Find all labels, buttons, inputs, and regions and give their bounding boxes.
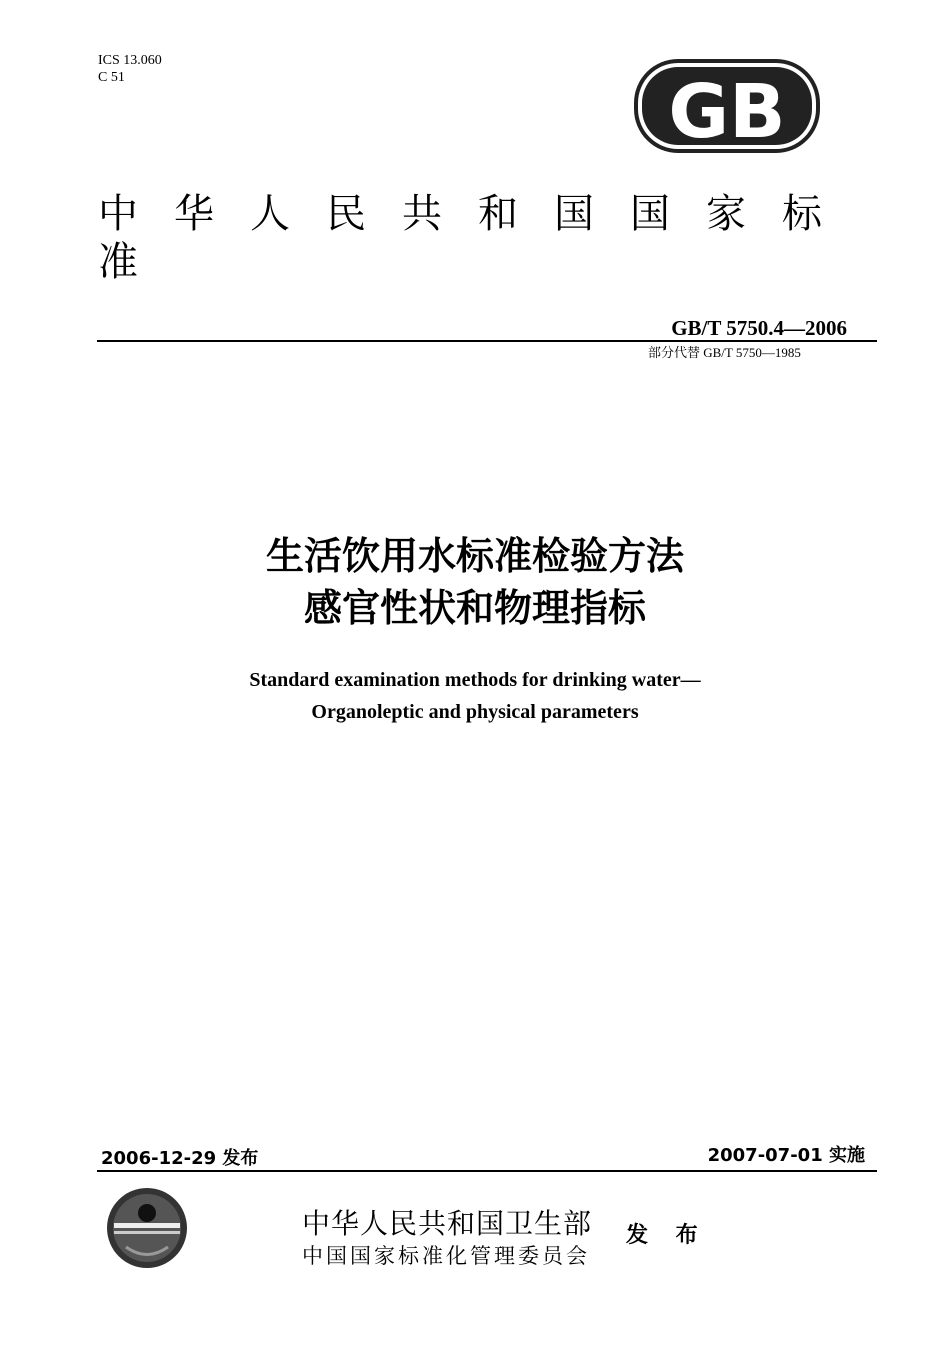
replaces-note: 部分代替 GB/T 5750—1985 [648, 345, 801, 360]
title-en-line1: Standard examination methods for drinking water— [249, 669, 701, 691]
implementation-date: 2007-07-01 实施 [707, 1145, 865, 1166]
standard-number: GB/T 5750.4—2006 [671, 316, 847, 340]
issue-date: 2006-12-29 发布 [101, 1148, 259, 1169]
title-en-line2: Organoleptic and physical parameters [311, 701, 639, 723]
publish-label: 发 布 [626, 1223, 708, 1248]
classification-codes [98, 52, 162, 86]
issuer-standardization-administration: 中国国家标准化管理委员会 [302, 1244, 590, 1268]
title-cn-line2: 感官性状和物理指标 [303, 586, 646, 630]
emblem-icon [106, 1187, 188, 1269]
bottom-divider [97, 1170, 877, 1172]
ccs-code: C 51 [98, 70, 125, 85]
national-standard-heading: 中华人民共和国国家标准 [98, 191, 858, 285]
gb-logo-icon [632, 57, 822, 155]
title-cn-line1: 生活饮用水标准检验方法 [265, 534, 684, 578]
logo-lettering: GB [668, 69, 786, 155]
ics-code: ICS 13.060 [98, 53, 162, 68]
issuer-ministry-of-health: 中华人民共和国卫生部 [302, 1207, 593, 1240]
